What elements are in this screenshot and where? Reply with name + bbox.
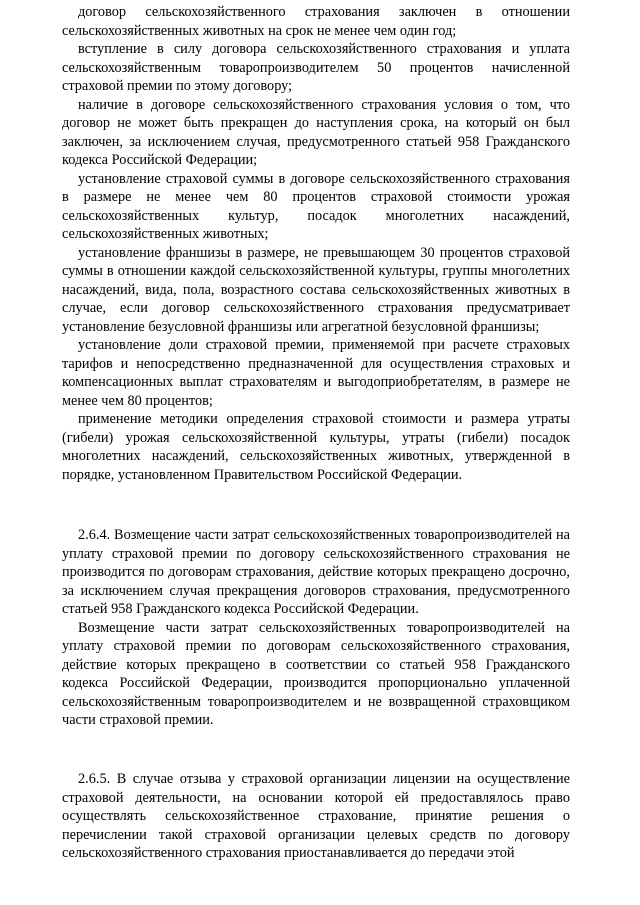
condition-premium-paragraph: вступление в силу договора сельскохозяйственного страхования и уплата сельскохозяйственным товаропроизводителем 50 процентов начисленной страховой премии по этому договору;: [62, 41, 570, 94]
condition-term-paragraph: договор сельскохозяйственного страхования заключен в отношении сельскохозяйственных животных на срок не менее чем один год;: [62, 4, 570, 39]
section-2-6-4: [62, 526, 570, 730]
condition-franchise-paragraph: установление франшизы в размере, не превышающем 30 процентов страховой суммы в отношении каждой сельскохозяйственной культуры, группы многолетних насаждений, вида, пола, возрастного состава сельскохозяйственных животных в случае, если договор сельскохозяйственного страхования предусматривает установление безусловной франшизы или агрегатной безусловной франшизы;: [62, 244, 570, 335]
condition-premium-share-paragraph: установление доли страховой премии, применяемой при расчете страховых тарифов и непосредственно предназначенной для осуществления страховых и компенсационных выплат страхователям и выгодоприобретателям, в размере не менее чем 80 процентов;: [62, 337, 570, 409]
condition-methodology-paragraph: применение методики определения страховой стоимости и размера утраты (гибели) урожая сельскохозяйственной культуры, утраты (гибели) посадок многолетних насаждений, сельскохозяйственных животных, утвержденной в порядке, установленном Правительством Российской Федерации.: [62, 411, 570, 483]
section-2-6-4-paragraph-1: 2.6.4. Возмещение части затрат сельскохозяйственных товаропроизводителей на уплату страховой премии по договору сельскохозяйственного страхования не производится по договорам страхования, действие которых прекращено досрочно, за исключением случая прекращения договоров страхования, предусмотренного статьей 958 Гражданского кодекса Российской Федерации.: [62, 527, 570, 617]
condition-no-termination-paragraph: наличие в договоре сельскохозяйственного страхования условия о том, что договор не может быть прекращен до наступления срока, на который он был заключен, за исключением случая, предусмотренного статьей 958 Гражданского кодекса Российской Федерации;: [62, 96, 570, 168]
conditions-list: [62, 3, 570, 484]
section-2-6-5-paragraph-1: 2.6.5. В случае отзыва у страховой организации лицензии на осуществление страховой деятельности, на основании которой ей предоставлялось право осуществлять сельскохозяйственное страхование, принятие решения о перечислении такой страховой организации целевых средств по договору сельскохозяйственного страхования приостанавливается до передачи этой: [62, 771, 570, 861]
section-2-6-4-paragraph-2: Возмещение части затрат сельскохозяйственных товаропроизводителей на уплату страховой премии по договорам сельскохозяйственного страхования, действие которых прекращено в соответствии со статьей 958 Гражданского кодекса Российской Федерации, производится пропорционально уплаченной сельскохозяйственным товаропроизводителем и не возвращенной страховщиком части страховой премии.: [62, 619, 570, 728]
condition-insured-sum-paragraph: установление страховой суммы в договоре сельскохозяйственного страхования в размере не менее чем 80 процентов страховой стоимости урожая сельскохозяйственных культур, посадок многолетних насаждений, сельскохозяйственных животных;: [62, 170, 570, 242]
section-2-6-5: [62, 770, 570, 863]
